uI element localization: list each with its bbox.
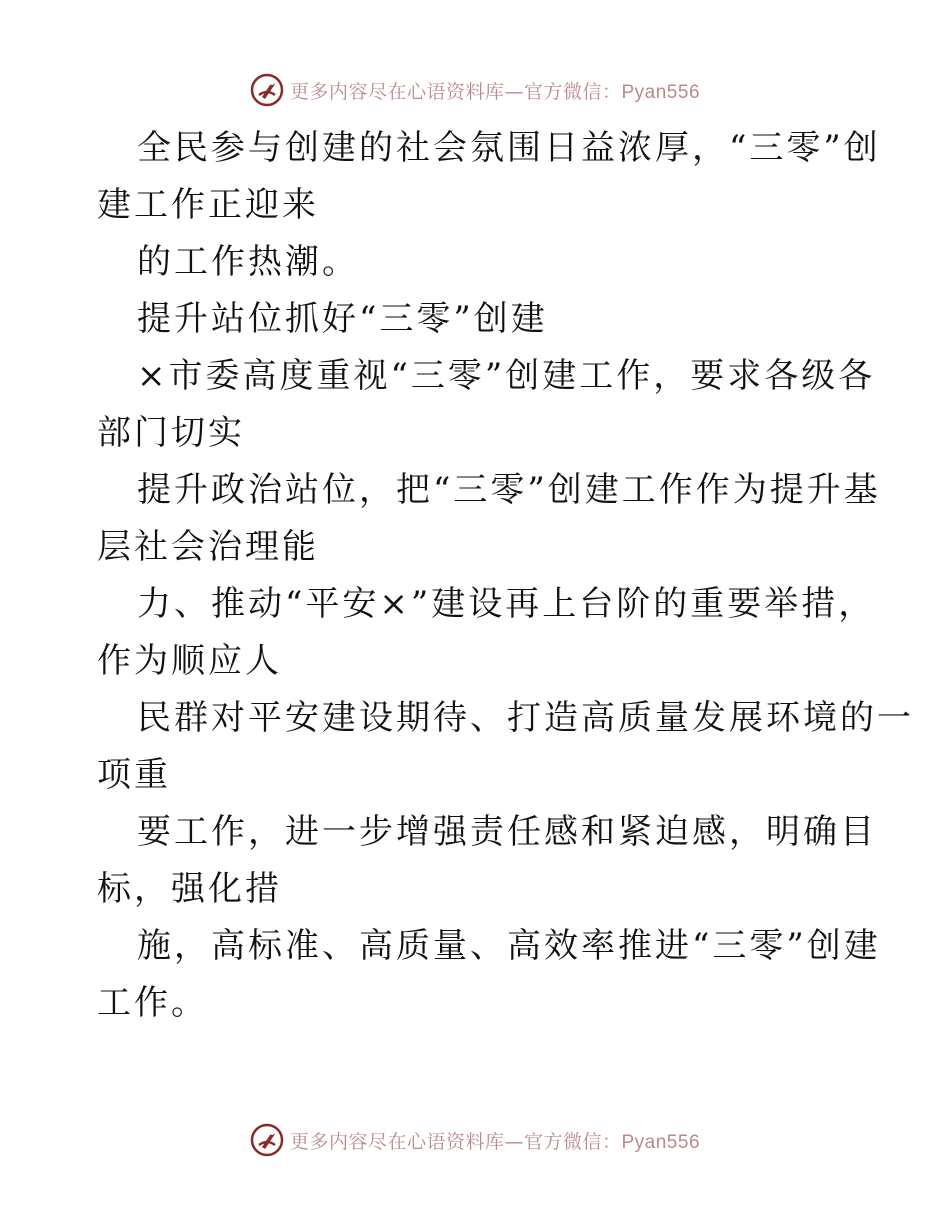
header-banner [0, 70, 950, 110]
body-line: 全民参与创建的社会氛围日益浓厚，“三零”创 [137, 128, 881, 168]
wechat-handle: Pyan556 [621, 1131, 701, 1153]
section-heading: 提升站位抓好“三零”创建 [137, 299, 548, 339]
body-line: 工作。 [97, 983, 208, 1023]
body-line: 部门切实 [97, 413, 245, 453]
body-line: 力、推动“平安×”建设再上台阶的重要举措， [137, 584, 876, 624]
body-line: 作为顺应人 [97, 641, 282, 681]
footer-banner-text: 更多内容尽在心语资料库—官方微信：Pyan556 [289, 1130, 701, 1153]
body-line: 层社会治理能 [97, 527, 319, 567]
body-line: ×市委高度重视“三零”创建工作，要求各级各 [137, 356, 876, 396]
body-line: 施，高标准、高质量、高效率推进“三零”创建 [137, 926, 881, 966]
body-line: 提升政治站位，把“三零”创建工作作为提升基 [137, 470, 881, 510]
body-line: 的工作热潮。 [137, 242, 359, 282]
book-pen-logo-icon [250, 73, 284, 107]
body-line: 要工作，进一步增强责任感和紧迫感，明确目 [137, 812, 877, 852]
header-banner-text: 更多内容尽在心语资料库—官方微信：Pyan556 [289, 80, 701, 103]
body-line: 项重 [97, 755, 171, 795]
body-line: 民群对平安建设期待、打造高质量发展环境的一 [137, 698, 914, 738]
body-line: 建工作正迎来 [97, 185, 319, 225]
book-pen-logo-icon [250, 1123, 284, 1157]
wechat-handle: Pyan556 [621, 81, 701, 103]
body-line: 标，强化措 [97, 869, 282, 909]
footer-banner [0, 1120, 950, 1160]
document-body [97, 120, 914, 1032]
